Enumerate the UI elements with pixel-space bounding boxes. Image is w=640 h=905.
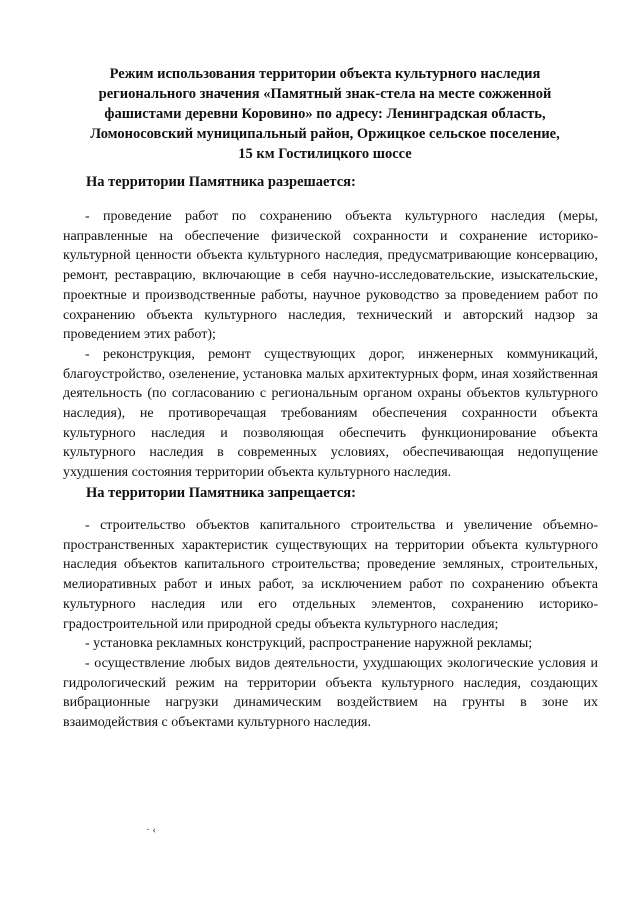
title-line: Режим использования территории объекта культурного наследия <box>109 66 541 82</box>
prohibited-section <box>63 516 598 733</box>
title-line: Ломоносовский муниципальный район, Оржицкое сельское поселение, <box>90 126 560 142</box>
prohibited-paragraph: - осуществление любых видов деятельности, ухудшающих экологические условия и гидрологический режим на территории объекта культурного наследия, создающих вибрационные нагрузки динамическим воздействием на грунты в зоне их взаимодействия с объектами культурного наследия. <box>63 655 598 731</box>
prohibited-paragraph: - установка рекламных конструкций, распространение наружной рекламы; <box>85 636 533 652</box>
prohibited-heading: На территории Памятника запрещается: <box>86 485 356 501</box>
allowed-section <box>63 207 598 483</box>
title-line: регионального значения «Памятный знак-стела на месте сожженной <box>98 86 552 102</box>
title-line: 15 км Гостилицкого шоссе <box>238 146 412 162</box>
allowed-heading: На территории Памятника разрешается: <box>86 174 356 190</box>
title-line: фашистами деревни Коровино» по адресу: Ленинградская область, <box>104 106 546 122</box>
allowed-paragraph: - реконструкция, ремонт существующих дорог, инженерных коммуникаций, благоустройство, озеленение, установка малых архитектурных форм, иная хозяйственная деятельность (по согласованию с региональным органом охраны объектов культурного наследия), не противоречащая требованиям обеспечения сохранности объекта культурного наследия и позволяющая обеспечить функционирование объекта культурного наследия в современных условиях, обеспечивающая недопущение ухудшения состояния территории объекта культурного наследия. <box>63 346 598 481</box>
prohibited-paragraph: - строительство объектов капитального строительства и увеличение объемно-пространственных характеристик существующих на территории объекта культурного наследия объектов капитального строительства; проведение земляных, строительных, мелиоративных работ и иных работ, за исключением работ по сохранению объекта культурного наследия или его отдельных элементов, сохранению историко-градостроительной или природной среды объекта культурного наследия; <box>63 518 598 632</box>
document-title <box>60 64 590 164</box>
allowed-paragraph: - проведение работ по сохранению объекта культурного наследия (меры, направленные на обеспечение физической сохранности и сохранение историко-культурной ценности объекта культурного наследия, предусматривающие консервацию, ремонт, реставрацию, включающие в себя научно-исследовательские, изыскательские, проектные и производственные работы, научное руководство за проведением работ по сохранению объекта культурного наследия, технический и авторский надзор за проведением этих работ); <box>63 209 598 343</box>
page-mark: · ‹ <box>146 824 157 836</box>
